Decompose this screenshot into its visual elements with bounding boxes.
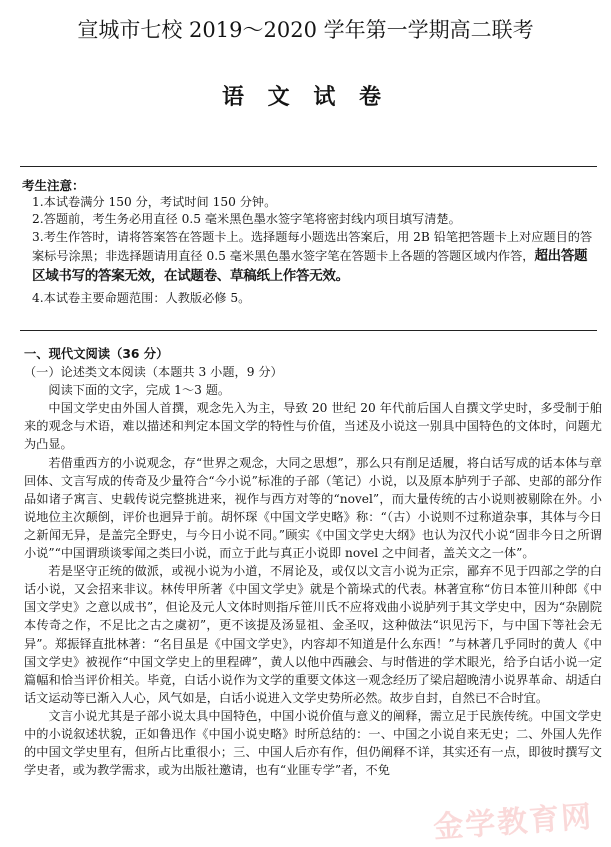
candidate-notice [24, 177, 599, 307]
notice-item-3 [32, 229, 599, 286]
passage-paragraph-2: 若借重西方的小说观念，存“世界之观念，大同之思想”，那么只有削足适履，将白话写成的话本体与章回体、文言写成的传奇及少量符合“今小说”标准的子部（笔记）小说，以及原本胪列于子部、史部的部分作品如诸子寓言、史载传说完整挑进来，视作与西方对等的“novel”，而大量传统的古小说则被剔除在外。小说地位主次颠倒，评价也迥异于前。胡怀琛《中国文学史略》称：“（古）小说则不过称道杂事，其体与今日之新闻无异，是盖完全野史，与今日小说不同。”顾实《中国文学史大纲》也认为汉代小说“固非今日之所谓小说”“中国谓琐谈零闻之类曰小说，而立于此与真正小说即 novel 之中间者，盖关文之一体”。 [24, 455, 602, 561]
notice-item-4: 4.本试卷主要命题范围：人教版必修 5。 [32, 290, 251, 305]
bottom-divider [20, 330, 597, 331]
sub-heading: （一）论述类文本阅读（本题共 3 小题，9 分） [24, 365, 283, 380]
section-heading: 一、现代文阅读（36 分） [24, 347, 169, 361]
top-divider [20, 166, 597, 167]
notice-item-3-text: 3.考生作答时，请将答案答在答题卡上。选择题每小题选出答案后，用 2B 铅笔把答题卡上对应题目的答案标号涂黑；非选择题请用直径 0.5 毫米黑色墨水签字笔在答题卡上各题的答题区域内作答， [32, 229, 593, 263]
notice-item-1: 1.本试卷满分 150 分，考试时间 150 分钟。 [32, 195, 277, 210]
passage-paragraph-3: 若是坚守正统的做派，或视小说为小道，不屑论及，或仅以文言小说为正宗，鄙弃不见于四部之学的白话小说，又会招来非议。林传甲所著《中国文学史》就是个箭垛式的代表。林著宣称“仿日本笹川种郎《中国文学史》之意以成书”，但论及元人文体时则指斥笹川氏不应将戏曲小说胪列于其文学史中，因为“杂剧院本传奇之作，不足比之古之虞初”，更不该提及汤显祖、金圣叹，这种做法“识见污下，与中国下等社会无异”。郑振铎直批林著：“名目虽是《中国文学史》，内容却不知道是什么东西！”与林著几乎同时的黄人《中国文学史》被视作“中国文学史上的里程碑”，黄人以他中西融会、与时偕进的学术眼光，给予白话小说一定篇幅和恰当评价相关。毕竟，白话小说作为文学的重要文体这一观念经历了梁启超晚清小说界革命、胡适白话文运动等已渐入人心，风气如是，白话小说进入文学史势所必然。故步自封，自然已不合时宜。 [24, 564, 602, 705]
notice-heading: 考生注意： [22, 178, 85, 193]
site-watermark: 金学教育网 [432, 799, 595, 846]
notice-item-3-emphasis: 超出答题区域书写的答案无效，在试题卷、草稿纸上作答无效。 [32, 247, 588, 284]
paper-subtitle: 语 文 试 卷 [222, 85, 389, 110]
notice-item-2: 2.答题前，考生务必用直径 0.5 毫米黑色墨水签字笔将密封线内项目填写清楚。 [32, 212, 461, 227]
exam-title: 宣城市七校 2019～2020 学年第一学期高二联考 [77, 18, 534, 42]
instruction: 阅读下面的文字，完成 1～3 题。 [48, 383, 231, 398]
reading-section [24, 345, 602, 779]
passage-paragraph-4: 文言小说尤其是子部小说太具中国特色，中国小说价值与意义的阐释，需立足于民族传统。中国文学史中的小说叙述状貌，正如鲁迅作《中国小说史略》时所总结的：一、中国之小说自来无史；二、外国人先作的中国文学史里有，但所占比重很小；三、中国人后亦有作，但仍阐释不详，其实还有一点，即彼时撰写文学史者，或为教学需求，或为出版社邀请，也有“业匪专学”者，不免 [24, 708, 602, 778]
passage-paragraph-1: 中国文学史由外国人首撰，观念先入为主，导致 20 世纪 20 年代前后国人自撰文学史时，多受制于舶来的观念与术语，难以描述和判定本国文学的特性与价值，当述及小说这一别具中国特色的文体时，问题尤为凸显。 [24, 401, 602, 452]
